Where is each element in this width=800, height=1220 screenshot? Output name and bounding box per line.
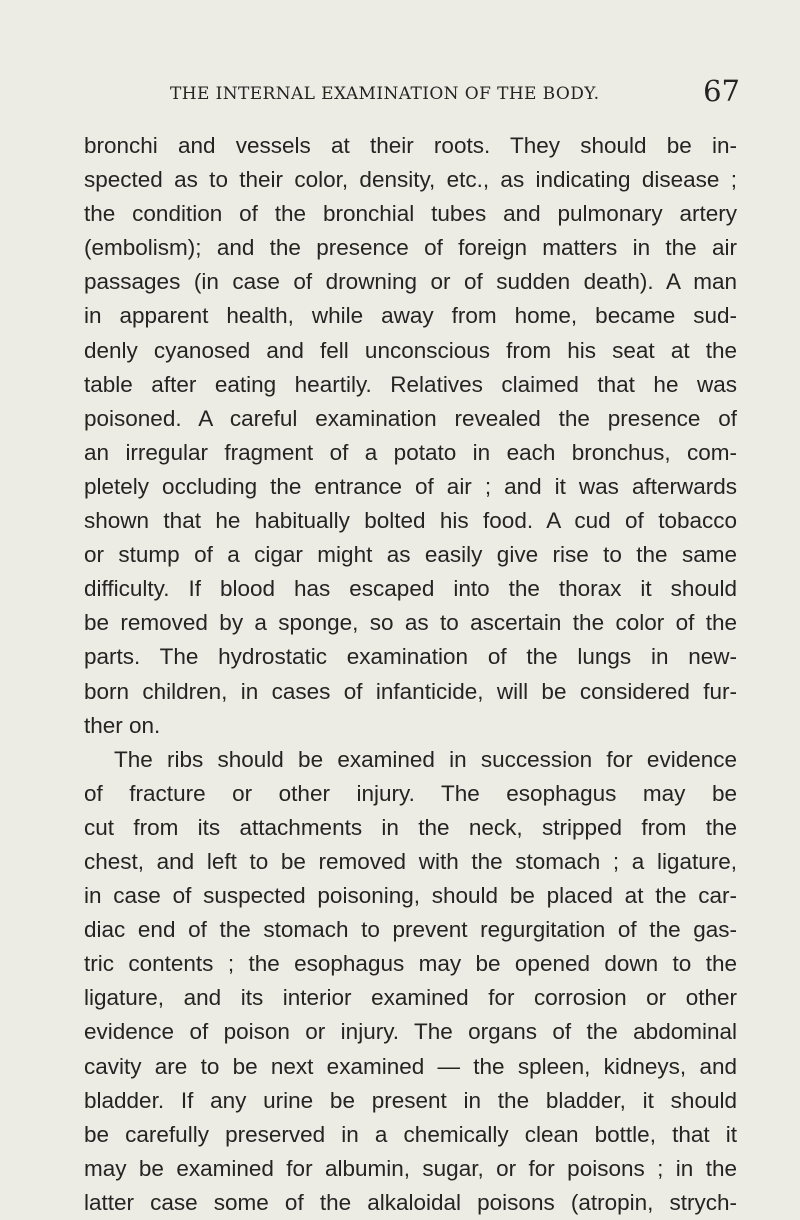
text-line: bladder. If any urine be present in the bladder, it should <box>84 1087 737 1113</box>
text-line: denly cyanosed and fell unconscious from his seat at the <box>84 337 737 363</box>
text-line: the condition of the bronchial tubes and pulmonary artery <box>84 201 737 227</box>
text-line: latter case some of the alkaloidal poisons (atropin, strych- <box>84 1189 737 1215</box>
text-line: born children, in cases of infanticide, will be considered fur- <box>84 678 737 704</box>
text-line: be removed by a sponge, so as to ascertain the color of the <box>84 610 737 636</box>
text-line: in apparent health, while away from home, became sud- <box>84 303 737 329</box>
paragraph-start-line: The ribs should be examined in succession for evidence <box>114 746 737 772</box>
text-line: diac end of the stomach to prevent regurgitation of the gas- <box>84 917 737 943</box>
paragraph-end-line: ther on. <box>84 712 161 738</box>
text-line: may be examined for albumin, sugar, or for poisons ; in the <box>84 1155 737 1181</box>
text-line: table after eating heartily. Relatives claimed that he was <box>84 371 737 397</box>
text-line: chest, and left to be removed with the stomach ; a ligature, <box>84 848 737 874</box>
text-line: an irregular fragment of a potato in each bronchus, com- <box>84 439 737 465</box>
page-number: 67 <box>703 74 740 108</box>
text-line: bronchi and vessels at their roots. They should be in- <box>84 133 737 158</box>
text-line: be carefully preserved in a chemically clean bottle, that it <box>84 1121 737 1147</box>
text-line: parts. The hydrostatic examination of the lungs in new- <box>84 644 737 670</box>
page-header <box>148 74 740 116</box>
text-line: shown that he habitually bolted his food. A cud of tobacco <box>84 508 737 534</box>
text-line: poisoned. A careful examination revealed the presence of <box>84 405 737 431</box>
text-line: pletely occluding the entrance of air ; and it was afterwards <box>84 473 737 499</box>
text-line: passages (in case of drowning or of sudden death). A man <box>84 269 737 295</box>
text-line: cavity are to be next examined — the spleen, kidneys, and <box>84 1053 737 1079</box>
text-line: in case of suspected poisoning, should be placed at the car- <box>84 883 737 909</box>
text-line: evidence of poison or injury. The organs of the abdominal <box>84 1019 737 1045</box>
text-line: or stump of a cigar might as easily give rise to the same <box>84 542 737 568</box>
text-line: tric contents ; the esophagus may be opened down to the <box>84 951 737 977</box>
text-line: ligature, and its interior examined for corrosion or other <box>84 985 737 1011</box>
running-head: THE INTERNAL EXAMINATION OF THE BODY. <box>170 84 600 104</box>
text-line: cut from its attachments in the neck, stripped from the <box>84 814 737 840</box>
text-line: of fracture or other injury. The esophagus may be <box>84 780 737 806</box>
text-line: difficulty. If blood has escaped into the thorax it should <box>84 576 737 602</box>
text-line: (embolism); and the presence of foreign matters in the air <box>84 235 737 261</box>
body-text <box>84 129 737 1220</box>
text-line: spected as to their color, density, etc., as indicating disease ; <box>84 167 737 193</box>
